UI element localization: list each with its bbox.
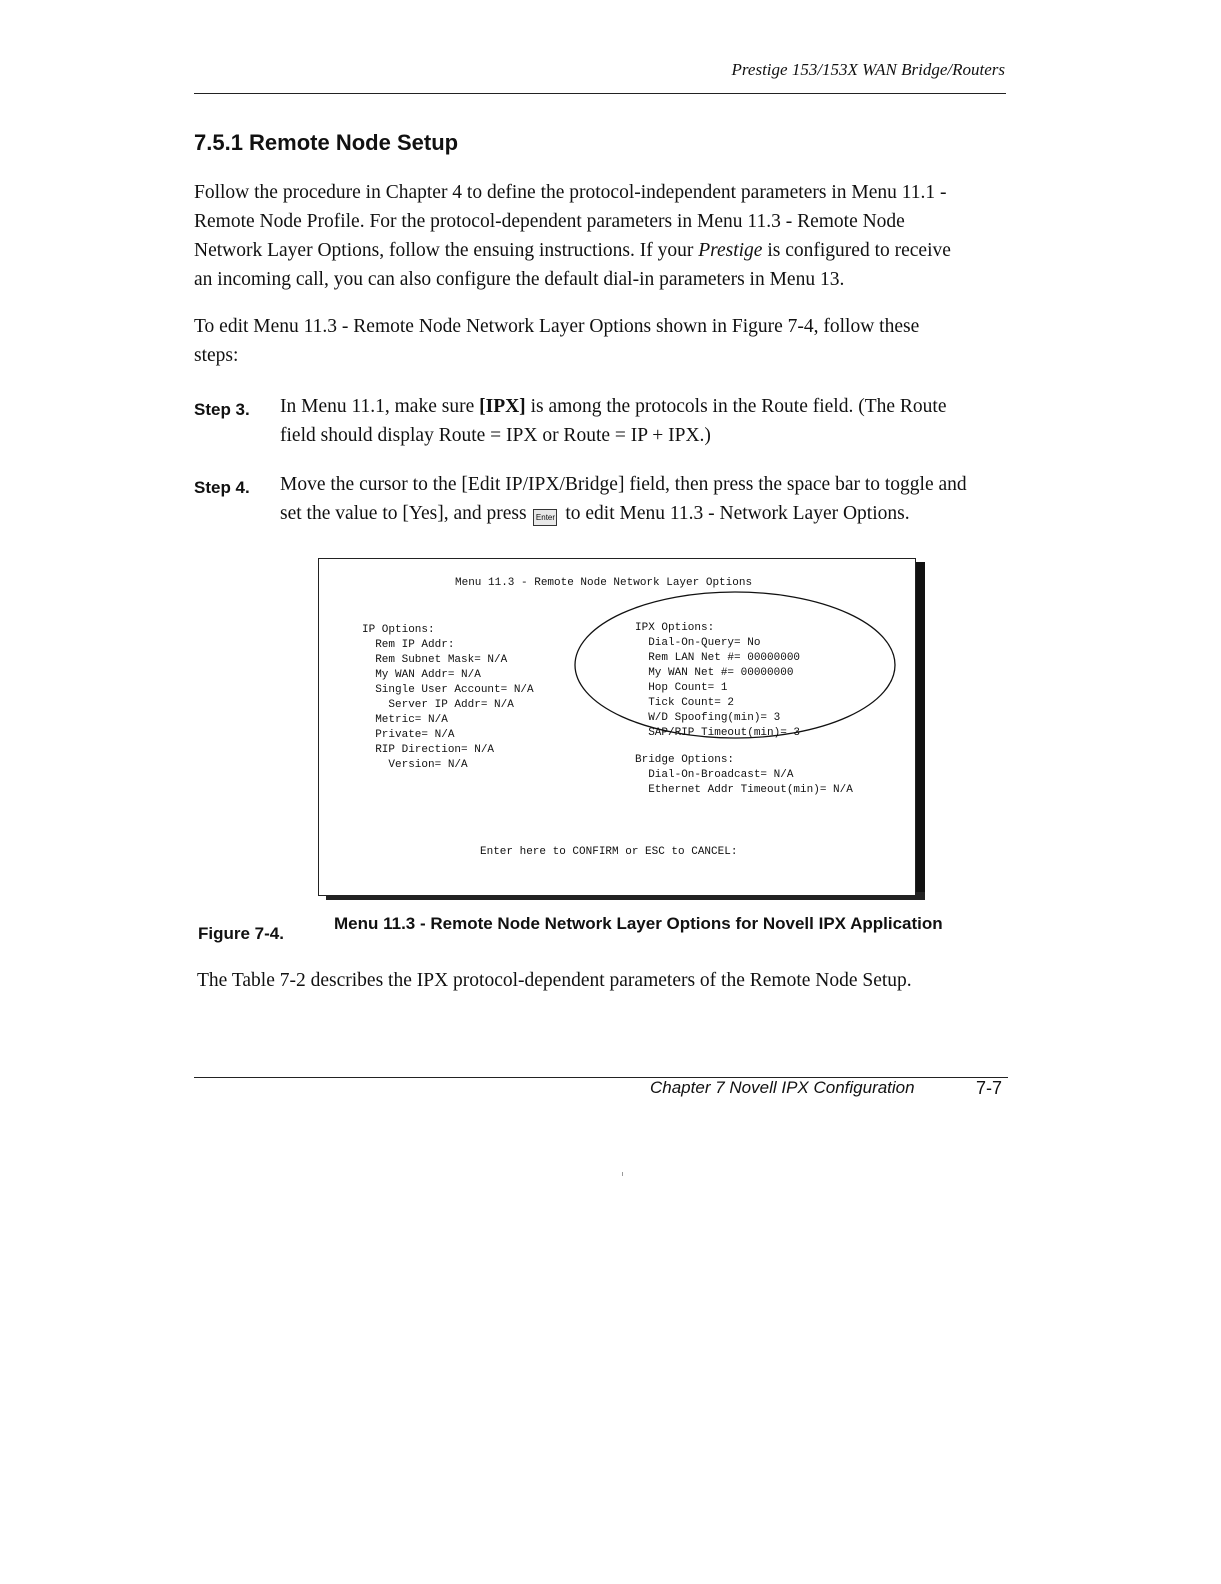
footer-chapter: Chapter 7 Novell IPX Configuration	[650, 1078, 915, 1097]
step-4-label: Step 4.	[194, 478, 250, 497]
step-text: set the value to [Yes], and press	[280, 503, 532, 524]
paragraph-line: Follow the procedure in Chapter 4 to define the protocol-independent parameters in Menu 11.1 -	[194, 182, 947, 203]
step-3-label: Step 3.	[194, 400, 250, 419]
bridge-option-line: Dial-On-Broadcast= N/A	[635, 769, 794, 781]
scan-mark	[622, 1172, 623, 1176]
ip-option-line: RIP Direction= N/A	[362, 744, 495, 756]
ipx-highlight-ellipse	[560, 585, 920, 745]
confirm-prompt: Enter here to CONFIRM or ESC to CANCEL:	[480, 846, 738, 858]
step-line	[280, 499, 1020, 528]
figure-caption-label: Figure 7-4.	[198, 924, 284, 943]
paragraph-line	[194, 236, 1014, 265]
paragraph-line: To edit Menu 11.3 - Remote Node Network Layer Options shown in Figure 7-4, follow these	[194, 316, 920, 337]
bridge-options-block	[635, 753, 853, 798]
step-text: is among the protocols in the Route field. (The Route	[525, 396, 947, 417]
ipx-option-line: Dial-On-Query= No	[635, 637, 761, 649]
page-number: 7-7	[976, 1078, 1003, 1098]
step-4-text	[280, 470, 1020, 528]
step-text: In Menu 11.1, make sure	[280, 396, 480, 417]
product-name: Prestige	[698, 240, 763, 261]
ip-options-heading: IP Options:	[362, 624, 435, 636]
ip-option-line: Rem Subnet Mask= N/A	[362, 654, 508, 666]
step-line	[280, 392, 1020, 421]
ip-option-line: Private= N/A	[362, 729, 455, 741]
paragraph-line: an incoming call, you can also configure the default dial-in parameters in Menu 13.	[194, 269, 845, 290]
ipx-option-line: My WAN Net #= 00000000	[635, 667, 794, 679]
ip-option-line: Server IP Addr= N/A	[362, 699, 514, 711]
step-line: field should display Route = IPX or Route = IP + IPX.)	[280, 425, 711, 446]
step-text: to edit Menu 11.3 - Network Layer Options.	[560, 503, 910, 524]
paragraph-text: is configured to receive	[762, 240, 951, 261]
menu-title: Menu 11.3 - Remote Node Network Layer Options	[455, 577, 753, 589]
intro-paragraph	[194, 178, 1014, 294]
ipx-option-line: Rem LAN Net #= 00000000	[635, 652, 801, 664]
paragraph-line: Remote Node Profile. For the protocol-dependent parameters in Menu 11.3 - Remote Node	[194, 211, 905, 232]
ipx-options-heading: IPX Options:	[635, 622, 715, 634]
step-line: Move the cursor to the [Edit IP/IPX/Bridge] field, then press the space bar to toggle and	[280, 474, 967, 495]
enter-key-icon: Enter	[533, 509, 557, 526]
paragraph-text: Network Layer Options, follow the ensuing instructions. If your	[194, 240, 699, 261]
figure-caption-text: Menu 11.3 - Remote Node Network Layer Options for Novell IPX Application	[334, 914, 943, 933]
ipx-option-line: SAP/RIP Timeout(min)= 3	[635, 727, 801, 739]
ip-option-line: Version= N/A	[362, 759, 468, 771]
ip-option-line: My WAN Addr= N/A	[362, 669, 481, 681]
bridge-option-line: Ethernet Addr Timeout(min)= N/A	[635, 784, 853, 796]
running-header: Prestige 153/153X WAN Bridge/Routers	[731, 60, 1005, 79]
ipx-keyword: [IPX]	[479, 396, 526, 417]
ip-options-block	[362, 623, 534, 773]
ipx-option-line: W/D Spoofing(min)= 3	[635, 712, 781, 724]
table-reference-paragraph: The Table 7-2 describes the IPX protocol-dependent parameters of the Remote Node Setup.	[197, 970, 912, 991]
header-rule	[194, 93, 1006, 94]
ipx-option-line: Tick Count= 2	[635, 697, 735, 709]
ip-option-line: Single User Account= N/A	[362, 684, 534, 696]
ipx-option-line: Hop Count= 1	[635, 682, 728, 694]
ip-option-line: Rem IP Addr:	[362, 639, 455, 651]
ip-option-line: Metric= N/A	[362, 714, 448, 726]
step-3-text	[280, 392, 1020, 450]
bridge-options-heading: Bridge Options:	[635, 754, 735, 766]
steps-intro-paragraph	[194, 312, 1014, 370]
section-heading: 7.5.1 Remote Node Setup	[194, 130, 459, 155]
paragraph-line: steps:	[194, 345, 239, 366]
